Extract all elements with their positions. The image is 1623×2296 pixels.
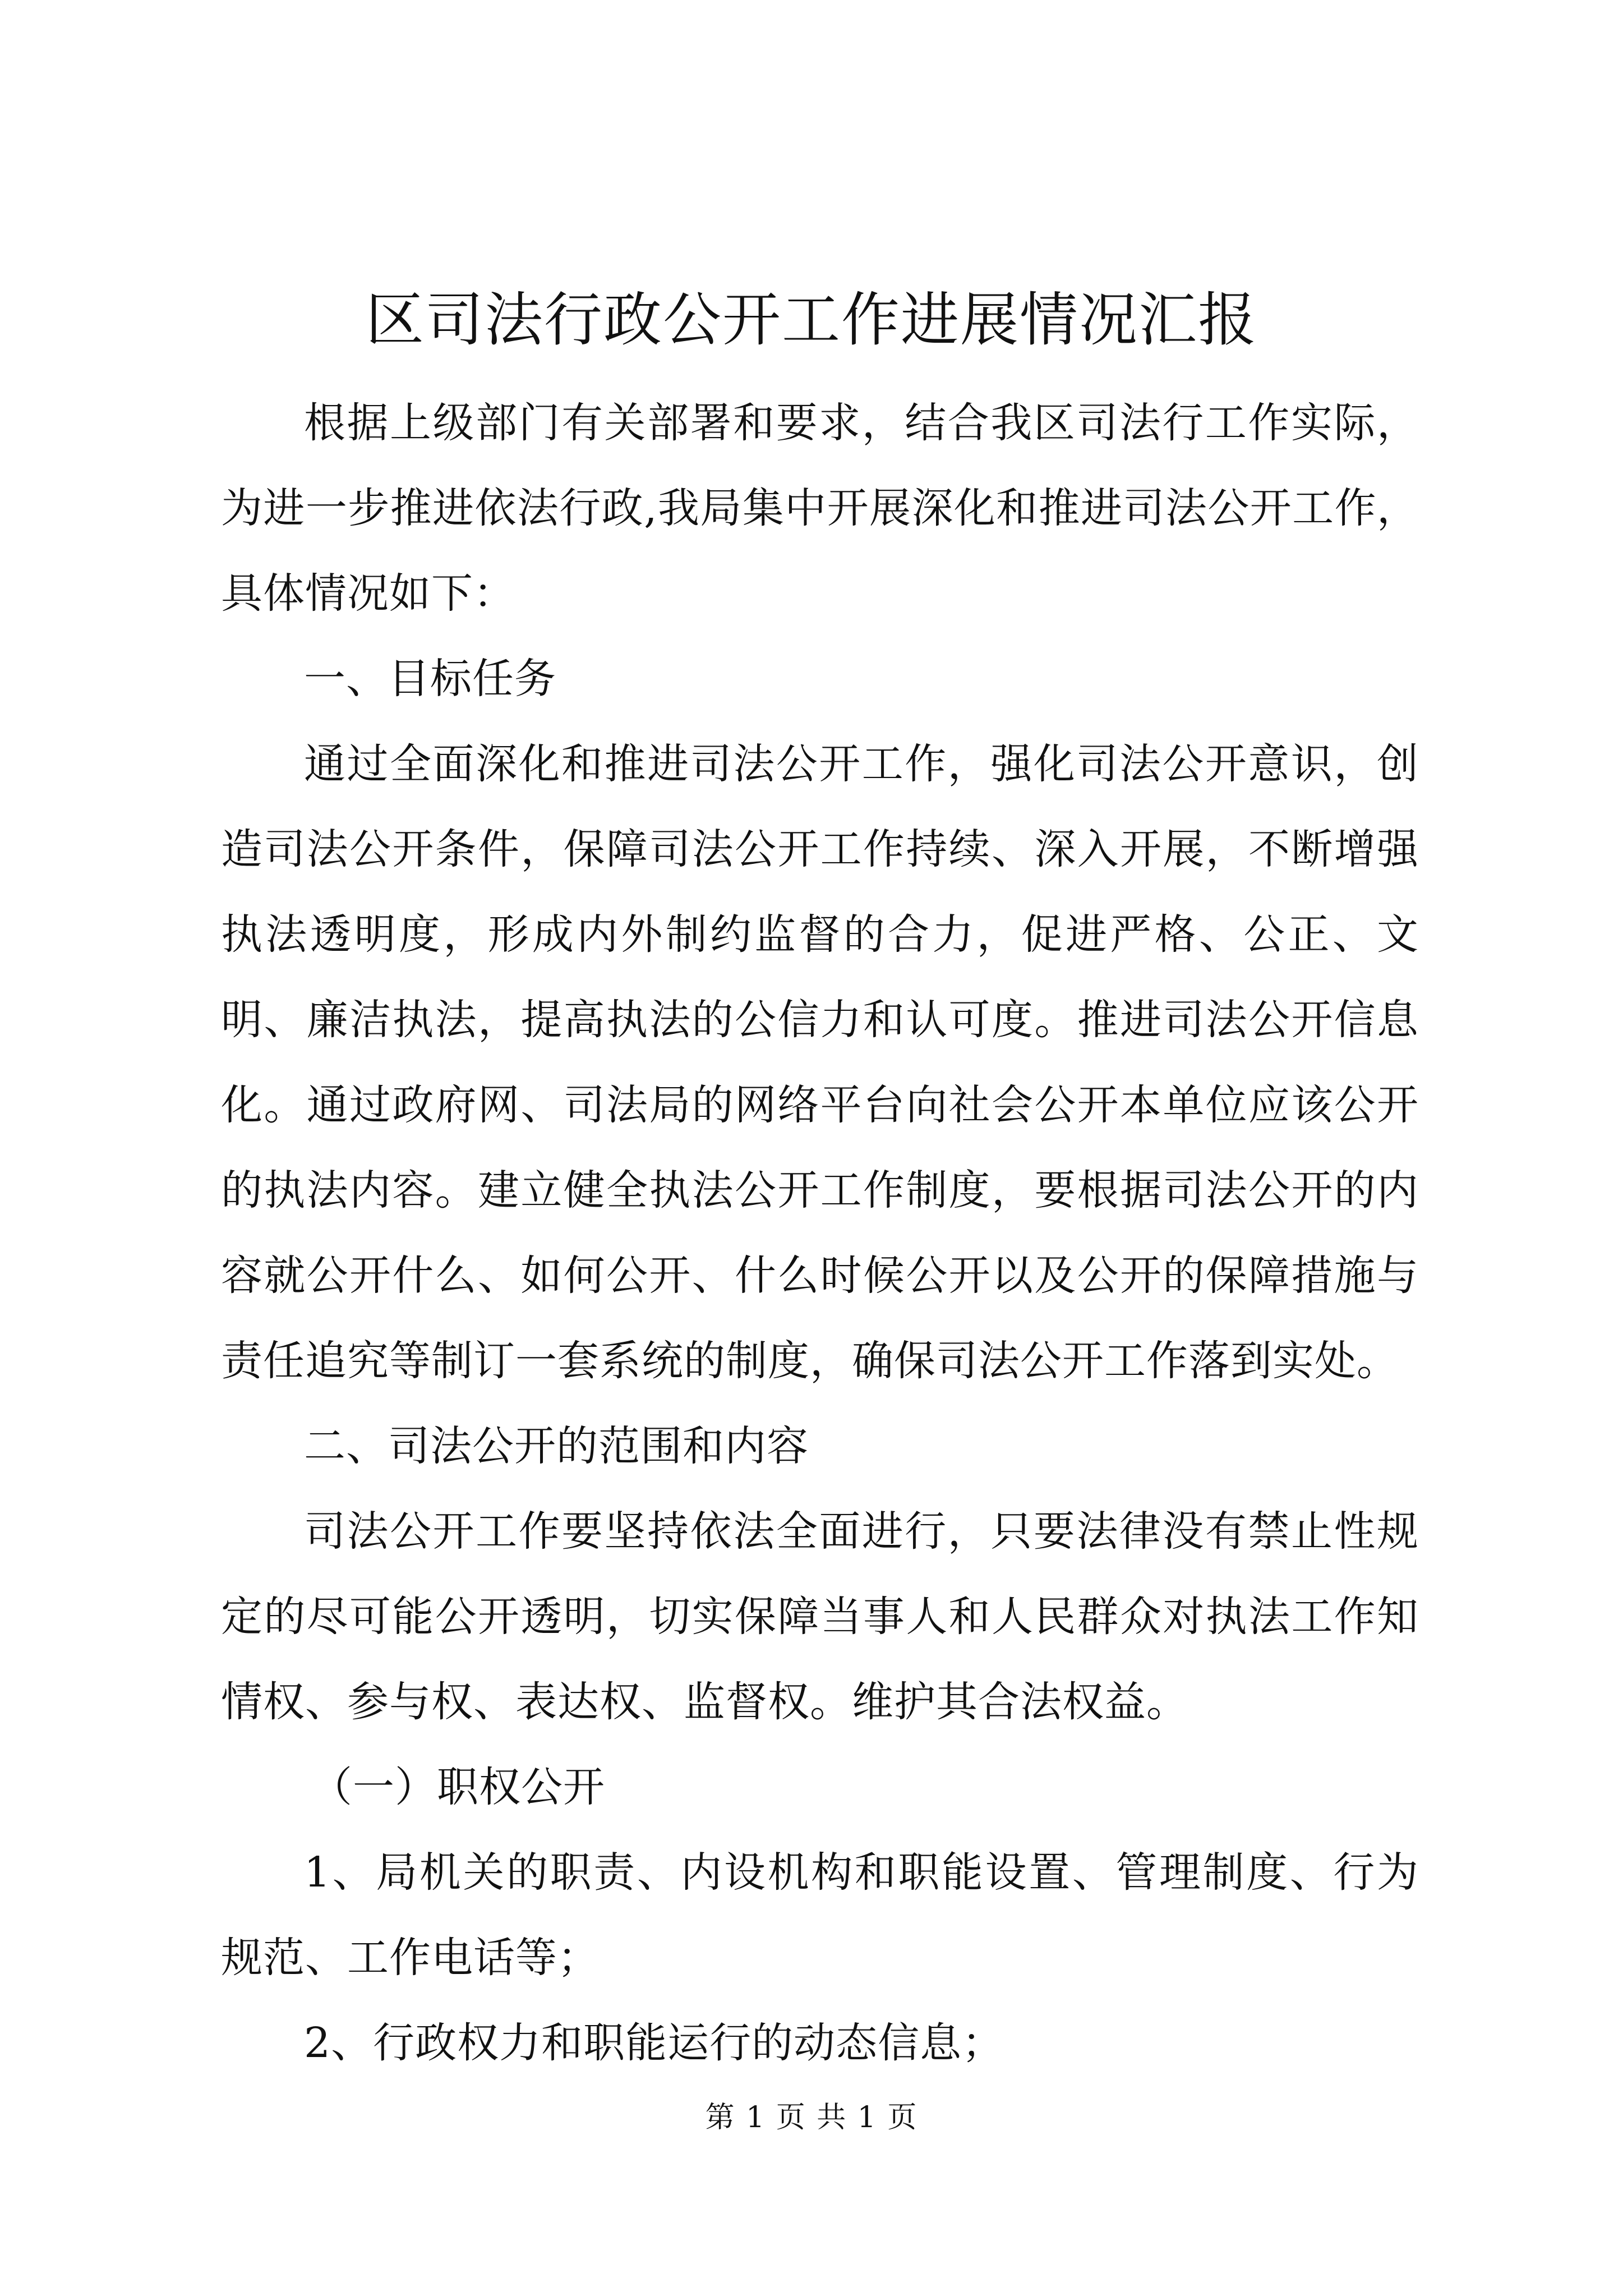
scope-paragraph: 司法公开工作要坚持依法全面进行，只要法律没有禁止性规定的尽可能公开透明，切实保障当事人和人民群众对执法工作知情权、参与权、表达权、监督权。维护其合法权益。 <box>221 1507 1419 1726</box>
goals-paragraph: 通过全面深化和推进司法公开工作，强化司法公开意识，创造司法公开条件，保障司法公开工作持续、深入开展，不断增强执法透明度，形成内外制约监督的合力，促进严格、公正、文明、廉洁执法，提高执法的公信力和认可度。推进司法公开信息化。通过政府网、司法局的网络平台向社会公开本单位应该公开的执法内容。建立健全执法公开工作制度，要根据司法公开的内容就公开什么、如何公开、什么时候公开以及公开的保障措施与责任追究等制订一套系统的制度，确保司法公开工作落到实处。 <box>221 740 1419 1385</box>
document-title: 区司法行政公开工作进展情况汇报 <box>365 286 1257 354</box>
subsection-heading-authority: （一）职权公开 <box>311 1763 605 1811</box>
section-heading-goals: 一、目标任务 <box>304 655 556 703</box>
page-footer: 第 1 页 共 1 页 <box>705 2101 918 2134</box>
section-heading-scope: 二、司法公开的范围和内容 <box>304 1422 809 1470</box>
document-body <box>221 380 1419 2086</box>
list-item-1: 1、局机关的职责、内设机构和职能设置、管理制度、行为规范、工作电话等； <box>221 1848 1419 1982</box>
intro-paragraph: 根据上级部门有关部署和要求，结合我区司法行工作实际，为进一步推进依法行政,我局集中开展深化和推进司法公开工作，具体情况如下： <box>221 399 1419 618</box>
list-item-2: 2、行政权力和职能运行的动态信息； <box>304 2019 1004 2067</box>
